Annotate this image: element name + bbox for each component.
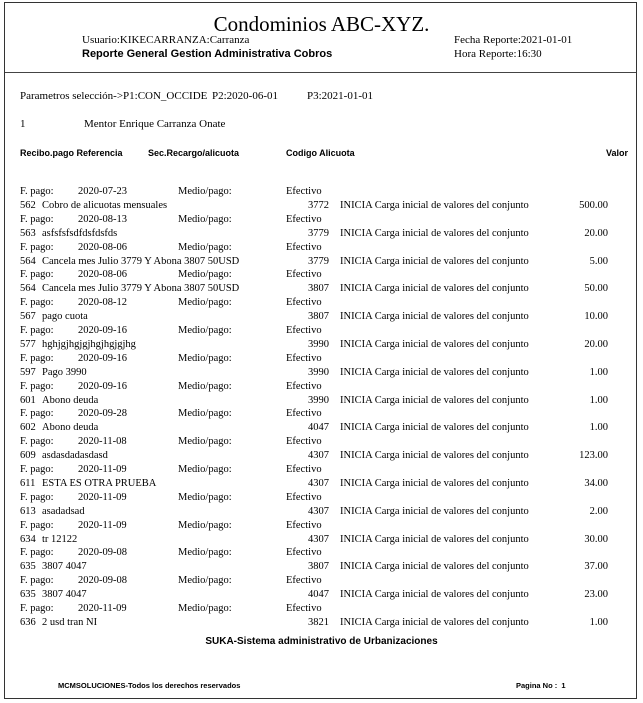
alicuota-code: 4307: [308, 450, 329, 462]
payment-method: Efectivo: [286, 408, 322, 420]
medio-label: Medio/pago:: [178, 436, 232, 448]
fpago-label: F. pago:: [20, 491, 54, 503]
record-item: [0, 297, 643, 325]
record-item: [0, 436, 643, 464]
records-list: [0, 186, 643, 631]
alicuota-description: INICIA Carga inicial de valores del conjunto: [340, 422, 529, 434]
receipt-number: 636: [20, 616, 36, 628]
alicuota-description: INICIA Carga inicial de valores del conjunto: [340, 311, 529, 323]
receipt-number: 577: [20, 338, 36, 350]
payment-method: Efectivo: [286, 186, 322, 197]
fpago-label: F. pago:: [20, 380, 54, 392]
col-header-recibo: Recibo.pago Referencia: [20, 148, 123, 158]
fpago-label: F. pago:: [20, 213, 54, 225]
user-info: Usuario:KIKECARRANZA:Carranza: [82, 34, 250, 46]
record-item: [0, 575, 643, 603]
owner-name: Mentor Enrique Carranza Onate: [84, 118, 226, 130]
payment-method: Efectivo: [286, 463, 322, 475]
record-item: [0, 408, 643, 436]
alicuota-code: 3990: [308, 366, 329, 378]
record-item: [0, 214, 643, 242]
alicuota-description: INICIA Carga inicial de valores del conjunto: [340, 533, 529, 545]
alicuota-description: INICIA Carga inicial de valores del conjunto: [340, 200, 529, 211]
receipt-reference: Cancela mes Julio 3779 Y Abona 3807 50USD: [42, 255, 240, 267]
col-header-codigo: Codigo Alicuota: [286, 148, 355, 158]
fpago-label: F. pago:: [20, 436, 54, 448]
receipt-number: 564: [20, 255, 36, 267]
param-p2: P2:2020-06-01: [212, 90, 278, 102]
fpago-label: F. pago:: [20, 241, 54, 253]
record-item: [0, 269, 643, 297]
col-header-recargo: Sec.Recargo/alicuota: [148, 148, 240, 158]
medio-label: Medio/pago:: [178, 269, 232, 281]
payment-date: 2020-11-09: [78, 602, 127, 614]
medio-label: Medio/pago:: [178, 463, 232, 475]
alicuota-description: INICIA Carga inicial de valores del conjunto: [340, 561, 529, 573]
payment-method: Efectivo: [286, 602, 322, 614]
payment-value: 23.00: [584, 589, 608, 601]
alicuota-description: INICIA Carga inicial de valores del conjunto: [340, 255, 529, 267]
payment-value: 1.00: [589, 616, 608, 628]
receipt-number: 597: [20, 366, 36, 378]
copyright-text: MCMSOLUCIONES-Todos los derechos reservados: [58, 681, 241, 690]
alicuota-code: 3990: [308, 338, 329, 350]
payment-date: 2020-09-16: [78, 380, 127, 392]
receipt-reference: tr 12122: [42, 533, 78, 545]
receipt-reference: asfsfsfsdfdsfdsfds: [42, 227, 118, 239]
payment-date: 2020-11-09: [78, 491, 127, 503]
alicuota-code: 3990: [308, 394, 329, 406]
receipt-reference: Abono deuda: [42, 394, 99, 406]
receipt-number: 567: [20, 311, 36, 323]
payment-method: Efectivo: [286, 547, 322, 559]
medio-label: Medio/pago:: [178, 408, 232, 420]
record-item: [0, 547, 643, 575]
alicuota-code: 3821: [308, 616, 329, 628]
medio-label: Medio/pago:: [178, 519, 232, 531]
medio-label: Medio/pago:: [178, 380, 232, 392]
alicuota-description: INICIA Carga inicial de valores del conjunto: [340, 227, 529, 239]
medio-label: Medio/pago:: [178, 547, 232, 559]
medio-label: Medio/pago:: [178, 352, 232, 364]
payment-value: 10.00: [584, 311, 608, 323]
payment-date: 2020-09-08: [78, 547, 127, 559]
payment-date: 2020-11-09: [78, 463, 127, 475]
payment-value: 1.00: [589, 422, 608, 434]
medio-label: Medio/pago:: [178, 213, 232, 225]
payment-value: 5.00: [589, 255, 608, 267]
payment-date: 2020-11-08: [78, 436, 127, 448]
record-item: [0, 186, 643, 214]
fpago-label: F. pago:: [20, 547, 54, 559]
receipt-reference: 3807 4047: [42, 589, 87, 601]
payment-value: 20.00: [584, 227, 608, 239]
alicuota-code: 3772: [308, 200, 329, 211]
medio-label: Medio/pago:: [178, 297, 232, 309]
alicuota-code: 4307: [308, 505, 329, 517]
receipt-number: 602: [20, 422, 36, 434]
medio-label: Medio/pago:: [178, 241, 232, 253]
payment-method: Efectivo: [286, 436, 322, 448]
medio-label: Medio/pago:: [178, 491, 232, 503]
system-name: SUKA-Sistema administrativo de Urbanizaciones: [205, 636, 438, 647]
alicuota-description: INICIA Carga inicial de valores del conjunto: [340, 366, 529, 378]
alicuota-description: INICIA Carga inicial de valores del conjunto: [340, 477, 529, 489]
receipt-reference: Pago 3990: [42, 366, 87, 378]
payment-method: Efectivo: [286, 213, 322, 225]
report-name: Reporte General Gestion Administrativa Cobros: [82, 48, 333, 60]
alicuota-description: INICIA Carga inicial de valores del conjunto: [340, 616, 529, 628]
payment-date: 2020-09-08: [78, 575, 127, 587]
record-item: [0, 520, 643, 548]
payment-date: 2020-08-13: [78, 213, 127, 225]
receipt-number: 563: [20, 227, 36, 239]
receipt-number: 611: [20, 477, 36, 489]
receipt-reference: ESTA ES OTRA PRUEBA: [42, 477, 157, 489]
payment-method: Efectivo: [286, 269, 322, 281]
payment-method: Efectivo: [286, 380, 322, 392]
medio-label: Medio/pago:: [178, 575, 232, 587]
fpago-label: F. pago:: [20, 575, 54, 587]
alicuota-code: 3807: [308, 561, 329, 573]
record-item: [0, 464, 643, 492]
report-time: Hora Reporte:16:30: [454, 48, 542, 60]
payment-method: Efectivo: [286, 352, 322, 364]
alicuota-code: 4047: [308, 589, 329, 601]
fpago-label: F. pago:: [20, 602, 54, 614]
record-item: [0, 492, 643, 520]
payment-date: 2020-08-06: [78, 269, 127, 281]
alicuota-description: INICIA Carga inicial de valores del conjunto: [340, 394, 529, 406]
payment-method: Efectivo: [286, 491, 322, 503]
alicuota-code: 4047: [308, 422, 329, 434]
col-header-valor: Valor: [605, 148, 628, 158]
receipt-reference: Cancela mes Julio 3779 Y Abona 3807 50USD: [42, 283, 240, 295]
receipt-number: 634: [20, 533, 36, 545]
record-item: [0, 325, 643, 353]
record-item: [0, 603, 643, 631]
alicuota-code: 3807: [308, 283, 329, 295]
alicuota-description: INICIA Carga inicial de valores del conjunto: [340, 338, 529, 350]
record-item: [0, 353, 643, 381]
alicuota-description: INICIA Carga inicial de valores del conjunto: [340, 589, 529, 601]
payment-date: 2020-08-12: [78, 297, 127, 309]
payment-value: 2.00: [589, 505, 608, 517]
receipt-reference: 2 usd tran NI: [42, 616, 98, 628]
report-title: Condominios ABC-XYZ.: [213, 12, 430, 36]
record-item: [0, 242, 643, 270]
fpago-label: F. pago:: [20, 408, 54, 420]
alicuota-code: 4307: [308, 533, 329, 545]
receipt-reference: 3807 4047: [42, 561, 87, 573]
receipt-number: 609: [20, 450, 36, 462]
record-item: [0, 381, 643, 409]
fpago-label: F. pago:: [20, 269, 54, 281]
alicuota-code: 3779: [308, 255, 329, 267]
medio-label: Medio/pago:: [178, 324, 232, 336]
payment-method: Efectivo: [286, 297, 322, 309]
fpago-label: F. pago:: [20, 352, 54, 364]
receipt-number: 562: [20, 200, 36, 211]
payment-date: 2020-11-09: [78, 519, 127, 531]
alicuota-code: 3807: [308, 311, 329, 323]
payment-value: 1.00: [589, 366, 608, 378]
payment-value: 37.00: [584, 561, 608, 573]
param-p1: Parametros selección->P1:CON_OCCIDE: [20, 90, 208, 102]
payment-method: Efectivo: [286, 575, 322, 587]
payment-value: 500.00: [579, 200, 608, 211]
receipt-number: 564: [20, 283, 36, 295]
page-number: Pagina No : 1: [516, 681, 566, 690]
payment-date: 2020-09-28: [78, 408, 127, 420]
receipt-number: 635: [20, 589, 36, 601]
receipt-reference: Cobro de alicuotas mensuales: [42, 200, 168, 211]
alicuota-code: 4307: [308, 477, 329, 489]
receipt-number: 635: [20, 561, 36, 573]
payment-date: 2020-07-23: [78, 186, 127, 197]
alicuota-description: INICIA Carga inicial de valores del conjunto: [340, 450, 529, 462]
medio-label: Medio/pago:: [178, 602, 232, 614]
owner-number: 1: [20, 118, 26, 130]
alicuota-description: INICIA Carga inicial de valores del conjunto: [340, 505, 529, 517]
header-divider: [5, 72, 636, 73]
receipt-reference: hghjgjhgjgjhgjhgjgjhg: [42, 338, 136, 350]
fpago-label: F. pago:: [20, 519, 54, 531]
fpago-label: F. pago:: [20, 324, 54, 336]
payment-method: Efectivo: [286, 324, 322, 336]
fpago-label: F. pago:: [20, 186, 54, 197]
payment-method: Efectivo: [286, 241, 322, 253]
receipt-reference: asadadsad: [42, 505, 85, 517]
payment-value: 34.00: [584, 477, 608, 489]
payment-value: 1.00: [589, 394, 608, 406]
payment-date: 2020-09-16: [78, 324, 127, 336]
medio-label: Medio/pago:: [178, 186, 232, 197]
payment-value: 30.00: [584, 533, 608, 545]
payment-value: 123.00: [579, 450, 608, 462]
payment-date: 2020-09-16: [78, 352, 127, 364]
alicuota-code: 3779: [308, 227, 329, 239]
param-p3: P3:2021-01-01: [307, 90, 373, 102]
payment-value: 20.00: [584, 338, 608, 350]
receipt-reference: pago cuota: [42, 311, 88, 323]
fpago-label: F. pago:: [20, 463, 54, 475]
payment-method: Efectivo: [286, 519, 322, 531]
payment-date: 2020-08-06: [78, 241, 127, 253]
report-date: Fecha Reporte:2021-01-01: [454, 34, 573, 46]
receipt-reference: Abono deuda: [42, 422, 99, 434]
fpago-label: F. pago:: [20, 297, 54, 309]
receipt-number: 601: [20, 394, 36, 406]
receipt-reference: asdasdadasdasd: [42, 450, 108, 462]
payment-value: 50.00: [584, 283, 608, 295]
alicuota-description: INICIA Carga inicial de valores del conjunto: [340, 283, 529, 295]
receipt-number: 613: [20, 505, 36, 517]
